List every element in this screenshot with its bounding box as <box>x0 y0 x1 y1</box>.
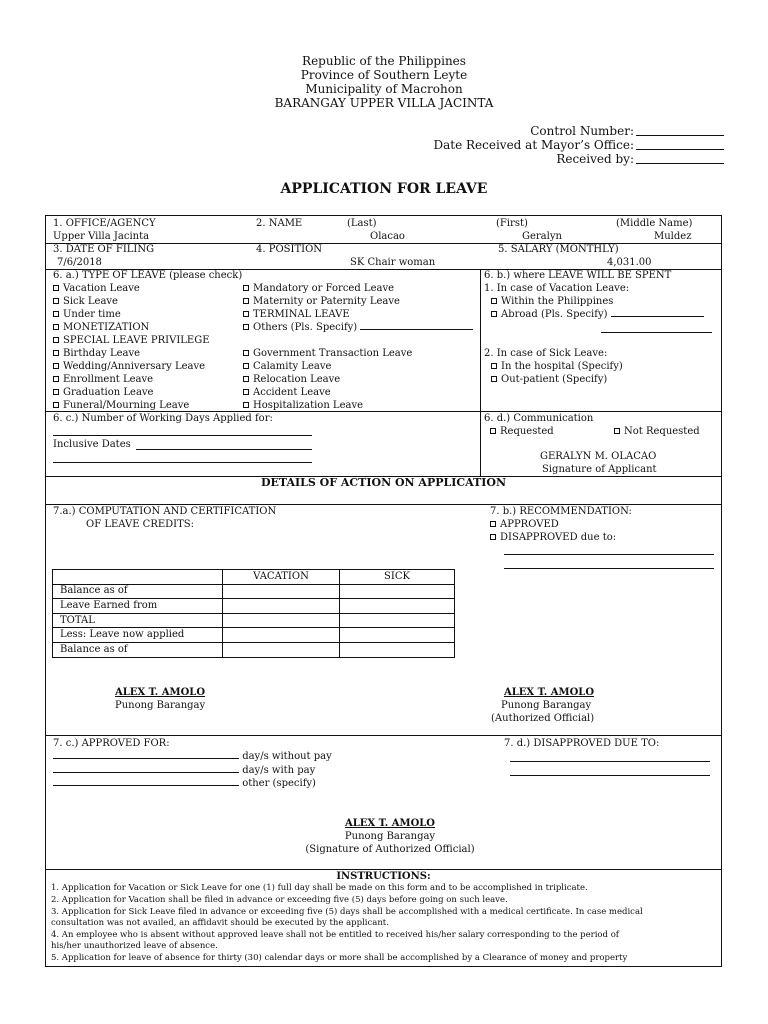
form-title: APPLICATION FOR LEAVE <box>280 181 488 197</box>
leave-option[interactable]: Calamity Leave <box>243 360 331 373</box>
last-name-value[interactable]: Olacao <box>370 231 405 242</box>
leave-option[interactable]: Wedding/Anniversary Leave <box>53 360 205 373</box>
recommendation-label: 7. b.) RECOMMENDATION: <box>490 506 632 517</box>
leave-option[interactable]: Government Transaction Leave <box>243 347 412 360</box>
disapproved-due-field[interactable] <box>510 753 710 762</box>
date-filing-value[interactable]: 7/6/2018 <box>57 257 102 268</box>
row-divider <box>45 735 722 736</box>
header-province: Province of Southern Leyte <box>300 68 468 82</box>
checkbox-icon <box>53 337 59 343</box>
table-row <box>53 642 455 657</box>
table-cell <box>53 570 223 585</box>
in-hospital-option[interactable]: In the hospital (Specify) <box>491 360 623 373</box>
approved-for-label: 7. c.) APPROVED FOR: <box>53 738 170 749</box>
leave-option[interactable]: Graduation Leave <box>53 386 153 399</box>
leave-option[interactable]: Birthday Leave <box>53 347 140 360</box>
table-row <box>53 599 455 614</box>
out-patient-option[interactable]: Out-patient (Specify) <box>491 373 607 386</box>
without-pay-field[interactable] <box>53 750 239 759</box>
checkbox-icon <box>243 324 249 330</box>
table-row <box>53 628 455 643</box>
leave-credits-label: OF LEAVE CREDITS: <box>86 519 195 530</box>
leave-option[interactable]: Funeral/Mourning Leave <box>53 399 189 412</box>
last-name-label: (Last) <box>347 218 377 229</box>
details-title: DETAILS OF ACTION ON APPLICATION <box>260 476 507 489</box>
other-row: other (specify) <box>53 777 316 790</box>
checkbox-icon <box>490 428 496 434</box>
computation-label: 7.a.) COMPUTATION AND CERTIFICATION <box>53 506 277 517</box>
recommending-official-name: ALEX T. AMOLO <box>504 687 595 698</box>
sick-cell[interactable] <box>340 584 455 599</box>
row-label: Balance as of <box>53 584 223 599</box>
checkbox-icon <box>243 389 249 395</box>
instruction-item: 1. Application for Vacation or Sick Leave for one (1) full day shall be made on this form and to be accomplished in triplicate. <box>51 883 588 893</box>
abroad-specify-field[interactable] <box>611 308 704 317</box>
table-header-row <box>53 570 455 585</box>
with-pay-field[interactable] <box>53 764 239 773</box>
leave-option[interactable]: Hospitalization Leave <box>243 399 363 412</box>
authorized-official-label: (Authorized Official) <box>491 713 595 724</box>
date-received-label: Date Received at Mayor’s Office: <box>433 138 634 152</box>
position-label: 4. POSITION <box>256 244 323 255</box>
communication-label: 6. d.) Communication <box>484 413 594 424</box>
first-name-label: (First) <box>496 218 528 229</box>
sick-cell[interactable] <box>340 599 455 614</box>
table-row <box>53 584 455 599</box>
inclusive-dates-field-2[interactable] <box>53 454 312 463</box>
leave-option[interactable]: MONETIZATION <box>53 321 149 334</box>
other-field[interactable] <box>53 777 239 786</box>
requested-option[interactable]: Requested <box>490 425 554 438</box>
row-label: Balance as of <box>53 642 223 657</box>
checkbox-icon <box>243 402 249 408</box>
certifying-official-name: ALEX T. AMOLO <box>115 687 206 698</box>
signature-of-applicant-label: Signature of Applicant <box>542 464 657 475</box>
leave-option[interactable]: Maternity or Paternity Leave <box>243 295 400 308</box>
instructions-title: INSTRUCTIONS: <box>336 871 431 882</box>
vacation-cell[interactable] <box>223 599 340 614</box>
table-row <box>53 613 455 628</box>
checkbox-icon <box>53 363 59 369</box>
checkbox-icon <box>490 521 496 527</box>
header-municipality: Municipality of Macrohon <box>305 82 463 96</box>
working-days-label: 6. c.) Number of Working Days Applied for: <box>53 413 273 424</box>
checkbox-icon <box>614 428 620 434</box>
disapproved-reason-field[interactable] <box>504 546 714 555</box>
vacation-cell[interactable] <box>223 613 340 628</box>
column-header-vacation: VACATION <box>223 570 340 585</box>
vacation-case-label: 1. In case of Vacation Leave: <box>484 283 630 294</box>
vacation-cell[interactable] <box>223 642 340 657</box>
sick-cell[interactable] <box>340 642 455 657</box>
instruction-item: his/her unauthorized leave of absence. <box>51 941 218 951</box>
instruction-item: 4. An employee who is absent without approved leave shall not be entitled to received his/her salary corresponding to the period of <box>51 930 619 940</box>
checkbox-icon <box>243 311 249 317</box>
checkbox-icon <box>491 298 497 304</box>
authorized-official-name: ALEX T. AMOLO <box>344 818 436 829</box>
leave-option[interactable]: Mandatory or Forced Leave <box>243 282 394 295</box>
where-spent-label: 6. b.) where LEAVE WILL BE SPENT <box>484 270 672 281</box>
checkbox-icon <box>53 350 59 356</box>
instruction-item: 3. Application for Sick Leave filed in advance or exceeding five (5) days shall be accomplished with a medical certificate. In case medical <box>51 907 643 917</box>
without-pay-row: day/s without pay <box>53 750 332 763</box>
leave-option[interactable]: Others (Pls. Specify) <box>243 321 473 334</box>
middle-name-label: (Middle Name) <box>616 218 693 229</box>
sick-cell[interactable] <box>340 613 455 628</box>
checkbox-icon <box>53 285 59 291</box>
instruction-item: consultation was not availed, an affidavit should be executed by the applicant. <box>51 918 389 928</box>
checkbox-icon <box>243 298 249 304</box>
recommending-official-title: Punong Barangay <box>501 700 592 711</box>
leave-option[interactable]: SPECIAL LEAVE PRIVILEGE <box>53 334 210 347</box>
received-by-label: Received by: <box>556 152 634 166</box>
name-label: 2. NAME <box>256 218 303 229</box>
others-specify-field[interactable] <box>360 321 473 330</box>
received-by-field[interactable] <box>636 155 724 164</box>
leave-option[interactable]: Accident Leave <box>243 386 331 399</box>
inclusive-dates-field[interactable] <box>136 441 312 450</box>
checkbox-icon <box>53 311 59 317</box>
leave-type-label: 6. a.) TYPE OF LEAVE (please check) <box>53 270 243 281</box>
first-name-value[interactable]: Geralyn <box>522 231 562 242</box>
salary-label: 5. SALARY (MONTHLY) <box>498 244 619 255</box>
with-pay-row: day/s with pay <box>53 764 315 777</box>
abroad-specify-field-2[interactable] <box>601 324 712 333</box>
checkbox-icon <box>243 285 249 291</box>
checkbox-icon <box>53 298 59 304</box>
date-received-field[interactable] <box>636 141 724 150</box>
disapproved-due-field-2[interactable] <box>510 767 710 776</box>
checkbox-icon <box>490 534 496 540</box>
salary-value[interactable]: 4,031.00 <box>607 257 652 268</box>
checkbox-icon <box>53 324 59 330</box>
row-label: Less: Leave now applied <box>53 628 223 643</box>
header-barangay: BARANGAY UPPER VILLA JACINTA <box>274 96 494 110</box>
instruction-item: 2. Application for Vacation shall be filed in advance or exceeding five (5) days before going on such leave. <box>51 895 508 905</box>
working-days-field[interactable] <box>53 427 312 436</box>
row-label: TOTAL <box>53 613 223 628</box>
disapproved-due-label: 7. d.) DISAPPROVED DUE TO: <box>504 738 660 749</box>
inclusive-dates-label: Inclusive Dates <box>53 439 131 450</box>
leave-option[interactable]: Under time <box>53 308 121 321</box>
column-header-sick: SICK <box>340 570 455 585</box>
leave-option[interactable]: Enrollment Leave <box>53 373 153 386</box>
checkbox-icon <box>53 389 59 395</box>
within-philippines-option[interactable]: Within the Philippines <box>491 295 613 308</box>
authorized-official-title: Punong Barangay <box>344 831 436 842</box>
sick-case-label: 2. In case of Sick Leave: <box>484 348 608 359</box>
applicant-name: GERALYN M. OLACAO <box>540 451 657 462</box>
instruction-item: 5. Application for leave of absence for thirty (30) calendar days or more shall be accomplished by a Clearance of money and property <box>51 953 628 963</box>
checkbox-icon <box>243 350 249 356</box>
checkbox-icon <box>243 376 249 382</box>
leave-credits-table <box>52 569 455 658</box>
not-requested-option[interactable]: Not Requested <box>614 425 700 438</box>
checkbox-icon <box>53 402 59 408</box>
vacation-cell[interactable] <box>223 628 340 643</box>
checkbox-icon <box>491 376 497 382</box>
checkbox-icon <box>53 376 59 382</box>
checkbox-icon <box>243 363 249 369</box>
checkbox-icon <box>491 311 497 317</box>
abroad-option[interactable]: Abroad (Pls. Specify) <box>491 308 704 321</box>
checkbox-icon <box>491 363 497 369</box>
position-value[interactable]: SK Chair woman <box>350 257 436 268</box>
leave-option[interactable]: TERMINAL LEAVE <box>243 308 350 321</box>
authorized-official-signature-label: (Signature of Authorized Official) <box>305 844 475 855</box>
column-divider <box>480 269 481 476</box>
date-filing-label: 3. DATE OF FILING <box>53 244 155 255</box>
leave-option[interactable]: Sick Leave <box>53 295 118 308</box>
control-number-field[interactable] <box>636 127 724 136</box>
control-number-label: Control Number: <box>530 124 634 138</box>
disapproved-reason-field-2[interactable] <box>504 560 714 569</box>
sick-cell[interactable] <box>340 628 455 643</box>
office-label: 1. OFFICE/AGENCY <box>53 218 156 229</box>
certifying-official-title: Punong Barangay <box>115 700 206 711</box>
leave-option[interactable]: Vacation Leave <box>53 282 140 295</box>
vacation-cell[interactable] <box>223 584 340 599</box>
leave-option[interactable]: Relocation Leave <box>243 373 340 386</box>
middle-name-value[interactable]: Muldez <box>654 231 692 242</box>
header-republic: Republic of the Philippines <box>302 54 466 68</box>
office-value[interactable]: Upper Villa Jacinta <box>53 231 150 242</box>
disapproved-option[interactable]: DISAPPROVED due to: <box>490 531 616 544</box>
approved-option[interactable]: APPROVED <box>490 518 559 531</box>
row-label: Leave Earned from <box>53 599 223 614</box>
